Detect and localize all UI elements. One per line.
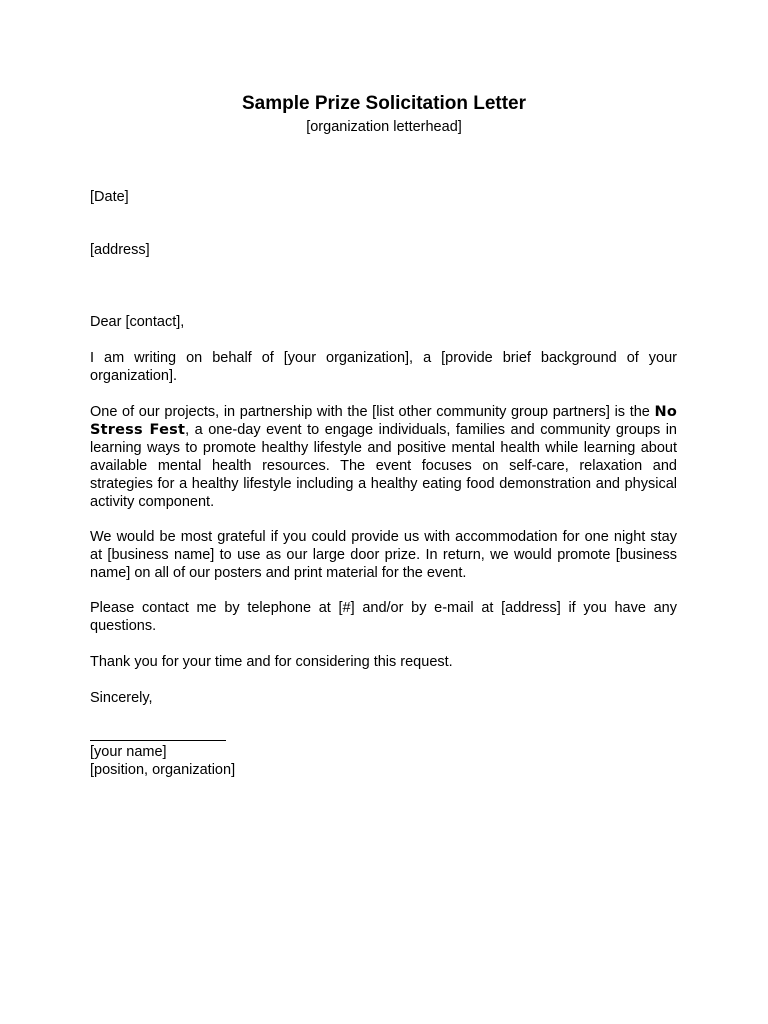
closing: Sincerely,: [90, 690, 153, 706]
paragraph-event: [90, 403, 677, 511]
letter-title: Sample Prize Solicitation Letter: [241, 93, 527, 114]
thank-you-line: Thank you for your time and for considering this request.: [90, 654, 453, 670]
paragraph-contact: Please contact me by telephone at [#] and/or by e-mail at [address] if you have any questions.: [90, 600, 677, 634]
event-name: No Stress Fest: [90, 404, 677, 438]
salutation: Dear [contact],: [90, 314, 185, 330]
paragraph-request: We would be most grateful if you could provide us with accommodation for one night stay at [business name] to use as our large door prize. In return, we would promote [business name] on all of our posters and print material for the event.: [90, 529, 677, 581]
paragraph-event-rest: , a one-day event to engage individuals, families and community groups in learning ways to promote healthy lifestyle and positive mental health while learning about available mental health resources. The event focuses on self-care, relaxation and strategies for a healthy lifestyle including a healthy eating food demonstration and physical activity component.: [90, 422, 677, 510]
signer-name: [your name]: [90, 744, 167, 760]
paragraph-event-lead: One of our projects, in partnership with the [list other community group partners] is the: [90, 404, 655, 420]
signature-line: [90, 740, 226, 741]
address-line: [address]: [90, 242, 150, 258]
letterhead-placeholder: [organization letterhead]: [306, 119, 462, 135]
signer-position: [position, organization]: [90, 762, 236, 778]
date-line: [Date]: [90, 189, 129, 205]
paragraph-intro: I am writing on behalf of [your organization], a [provide brief background of your organization].: [90, 350, 677, 384]
